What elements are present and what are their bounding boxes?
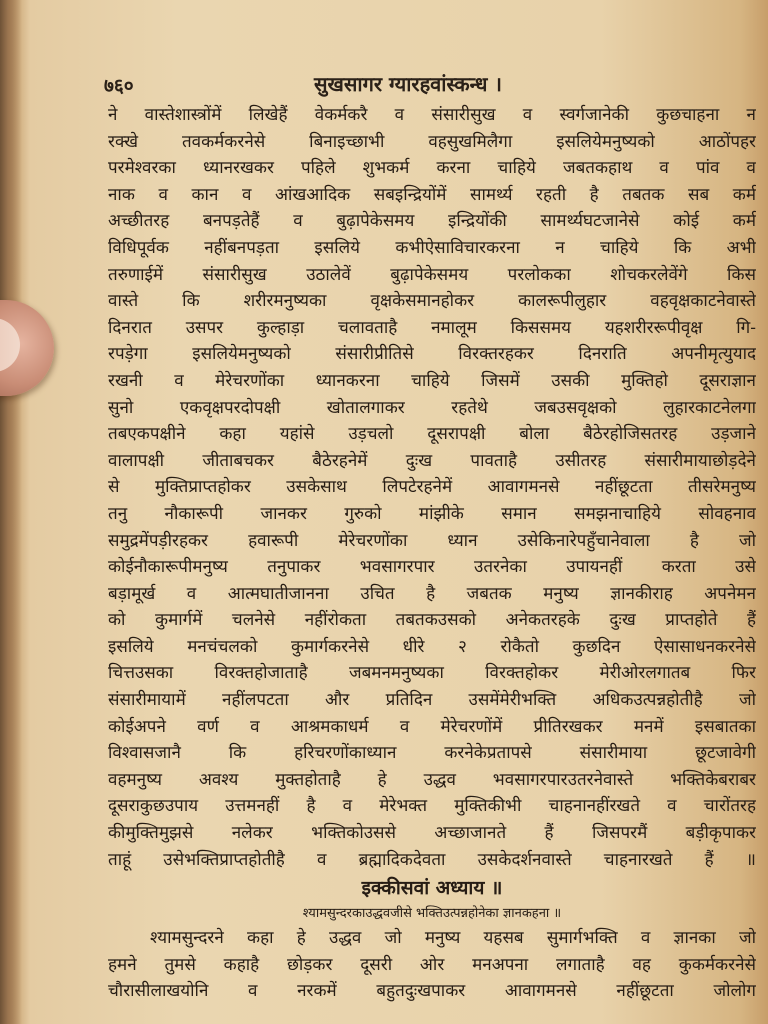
chapter-title: इक्कीसवां अध्याय ॥ <box>361 877 503 900</box>
text-line: समुद्रमेंपड़ीरहकर हवारूपी मेरेचरणोंका ध्यान उसेकिनारेपहुँचानेवाला है जो <box>108 530 756 551</box>
text-line: से मुक्तिप्राप्तहोकर उसकेसाथ लिपटेरहनेमें आवागमनसे नहींछूटता तीसरेमनुष्य <box>108 477 756 498</box>
text-line: तनु नौकारूपी जानकर गुरुको मांझीके समान समझनाचाहिये सोवहनाव <box>108 503 756 524</box>
text-line: दूसराकुछउपाय उत्तमनहीं है व मेरेभक्त मुक्तिकीभी चाहनानहींरखते व चारोंतरह <box>108 796 756 817</box>
text-line: बड़ामूर्ख व आत्मघातीजानना उचित है जबतक मनुष्य ज्ञानकीराह अपनेमन <box>108 583 756 604</box>
text-line: तबएकपक्षीने कहा यहांसे उड़चलो दूसरापक्षी बोला बैठेरहोजिसतरह उड़जाने <box>108 424 756 445</box>
text-line: कीमुक्तिमुझसे नलेकर भक्तिकोउससे अच्छाजानते हैं जिसपरमैं बड़ीकृपाकर <box>108 823 756 844</box>
text-line: नाक व कान व आंखआदिक सबइन्द्रियोंमें सामर्थ्य रहती है तबतक सब कर्म <box>108 184 756 205</box>
page-number: ७६० <box>104 75 134 97</box>
text-line: परमेश्वरका ध्यानरखकर पहिले शुभकर्म करना चाहिये जबतकहाथ व पांव व <box>108 158 756 179</box>
text-line: विश्वासजानै कि हरिचरणोंकाध्यान करनेकेप्रतापसे संसारीमाया छूटजावेगी <box>108 743 756 764</box>
text-line: तरुणाईमें संसारीसुख उठालेवें बुढ़ापेकेसमय परलोकका शोचकरलेवेंगे किस <box>108 264 756 285</box>
text-line: श्यामसुन्दरने कहा हे उद्धव जो मनुष्य यहसब सुमार्गभक्ति व ज्ञानका जो <box>150 928 756 949</box>
text-line: रपड़ेगा इसलियेमनुष्यको संसारीप्रीतिसे विरक्तरहकर दिनराति अपनीमृत्युयाद <box>108 344 756 365</box>
text-line: को कुमार्गमें चलनेसे नहींरोकता तबतकउसको अनेकतरहके दुःख प्राप्तहोते हैं <box>108 610 756 631</box>
text-line: वहमनुष्य अवश्य मुक्तहोताहै हे उद्धव भवसागरपारउतरनेवास्ते भक्तिकेबराबर <box>108 769 756 790</box>
holding-thumb <box>0 300 54 396</box>
text-line: संसारीमायामें नहींलपटता और प्रतिदिन उसमेंमेरीभक्ति अधिकउत्पन्नहोतीहै जो <box>108 690 756 711</box>
text-line: ने वास्तेशास्त्रोंमें लिखेहैं वेकर्मकरै व संसारीसुख व स्वर्गजानेकी कुछचाहना न <box>108 105 756 125</box>
text-line: अच्छीतरह बनपड़तेहैं व बुढ़ापेकेसमय इन्द्रियोंकी सामर्थ्यघटजानेसे कोई कर्म <box>108 211 756 232</box>
text-line: सुनो एकवृक्षपरदोपक्षी खोतालगाकर रहतेथे जबउसवृक्षको लुहारकाटनेलगा <box>108 397 756 418</box>
text-line: वालापक्षी जीताबचकर बैठेरहनेमें दुःख पावताहै उसीतरह संसारीमायाछोड़देने <box>108 450 756 471</box>
text-line: कोईनौकारूपीमनुष्य तनुपाकर भवसागरपार उतरनेका उपायनहीं करता उसे <box>108 557 756 578</box>
text-line: रखनी व मेरेचरणोंका ध्यानकरना चाहिये जिसमें उसकी मुक्तिहो दूसराज्ञान <box>108 370 756 391</box>
text-line: विधिपूर्वक नहींबनपड़ता इसलिये कभीऐसाविचारकरना न चाहिये कि अभी <box>108 237 756 258</box>
thumbnail <box>0 318 20 372</box>
page-header <box>104 70 734 100</box>
running-title: सुखसागर ग्यारहवांस्कन्ध । <box>314 72 503 96</box>
text-line: कोईअपने वर्ण व आश्रमकाधर्म व मेरेचरणोंमें प्रीतिरखकर मनमें इसबातका <box>108 716 756 737</box>
chapter-subtitle: श्यामसुन्दरकाउद्धवजीसे भक्तिउत्पन्नहोनेका ज्ञानकहना ॥ <box>302 906 562 922</box>
text-line: ताहूं उसेभक्तिप्राप्तहोतीहै व ब्रह्मादिकदेवता उसकेदर्शनवास्ते चाहनारखते हैं ॥ <box>108 849 756 870</box>
text-line: रक्खे तवकर्मकरनेसे बिनाइच्छाभी वहसुखमिलैगा इसलियेमनुष्यको आठोंपहर <box>108 131 756 152</box>
text-line: दिनरात उसपर कुल्हाड़ा चलावताहै नमालूम किससमय यहशरीररूपीवृक्ष गि- <box>108 317 756 338</box>
body-text <box>108 102 756 1005</box>
text-line: चित्तउसका विरक्तहोजाताहै जबमनमनुष्यका विरक्तहोकर मेरीओरलगातब फिर <box>108 663 756 684</box>
text-line: चौरासीलाखयोनि व नरकमें बहुतदुःखपाकर आवागमनसे नहींछूटता जोलोग <box>108 981 756 1002</box>
text-line: हमने तुमसे कहाहै छोड़कर दूसरी ओर मनअपना लगाताहै वह कुकर्मकरनेसे <box>108 954 756 975</box>
text-line: इसलिये मनचंचलको कुमार्गकरनेसे धीरे २ रोकैतो कुछदिन ऐसासाधनकरनेसे <box>108 636 756 657</box>
page-gutter-shadow <box>0 0 22 1024</box>
text-line: वास्ते कि शरीरमनुष्यका वृक्षकेसमानहोकर कालरूपीलुहार वहवृक्षकाटनेवास्ते <box>108 291 756 312</box>
